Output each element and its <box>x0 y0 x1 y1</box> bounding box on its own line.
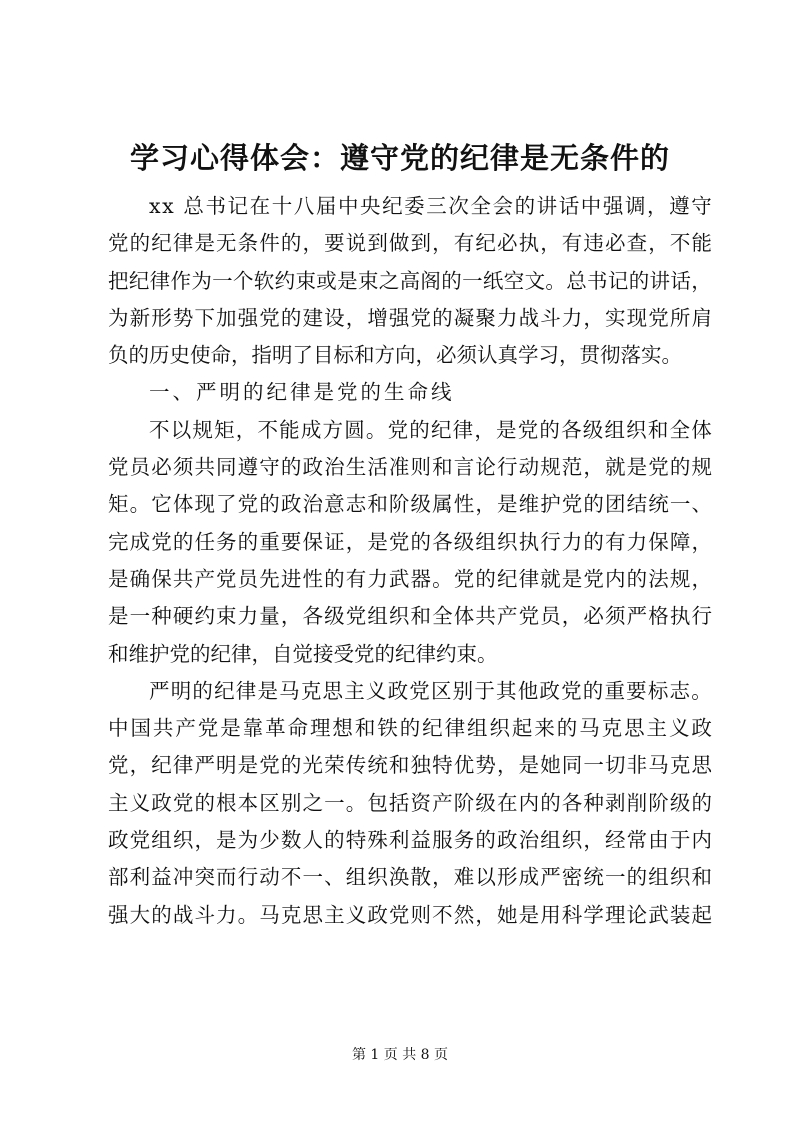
paragraph-line: 强 大 的 战 斗 力 。 马 克 思 主 义 政 党 则 不 然 ， 她 是 用 科 学 理 论 武 装 起 <box>108 902 712 927</box>
paragraph-line: 严 明 的 纪 律 是 马 克 思 主 义 政 党 区 别 于 其 他 政 党 的 重 要 标 志 。 <box>149 678 712 703</box>
paragraph-line: 是 一 种 硬 约 束 力 量 ， 各 级 党 组 织 和 全 体 共 产 党 员 ， 必 须 严 格 执 行 <box>108 604 712 629</box>
paragraph-line: 不 以 规 矩 ， 不 能 成 方 圆 。 党 的 纪 律 ， 是 党 的 各 级 组 织 和 全 体 <box>149 417 712 442</box>
document-body <box>108 188 712 934</box>
page-footer: 第 1 页 共 8 页 <box>351 1047 449 1063</box>
paragraph-line: 负的历史使命，指明了目标和方向，必须认真学习，贯彻落实。 <box>108 343 682 368</box>
paragraph-line: 主 义 政 党 的 根 本 区 别 之 一 。 包 括 资 产 阶 级 在 内 的 各 种 剥 削 阶 级 的 <box>108 790 712 815</box>
paragraph-line: 党 的 纪 律 是 无 条 件 的 ， 要 说 到 做 到 ， 有 纪 必 执 ， 有 违 必 查 ， 不 能 <box>108 231 712 256</box>
paragraph-line: 党 ， 纪 律 严 明 是 党 的 光 荣 传 统 和 独 特 优 势 ， 是 她 同 一 切 非 马 克 思 <box>108 753 712 778</box>
paragraph-line: 矩 。 它 体 现 了 党 的 政 治 意 志 和 阶 级 属 性 ， 是 维 护 党 的 团 结 统 一 、 <box>108 492 712 517</box>
document-title: 学习心得体会：遵守党的纪律是无条件的 <box>129 141 670 175</box>
section-heading: 一、严明的纪律是党的生命线 <box>149 380 455 405</box>
paragraph-line: 党 员 必 须 共 同 遵 守 的 政 治 生 活 准 则 和 言 论 行 动 规 范 ， 就 是 党 的 规 <box>108 455 712 480</box>
paragraph-line: 和维护党的纪律，自觉接受党的纪律约束。 <box>108 641 498 666</box>
paragraph-line: 为 新 形 势 下 加 强 党 的 建 设 ， 增 强 党 的 凝 聚 力 战 斗 力 ， 实 现 党 所 肩 <box>108 305 712 330</box>
paragraph-line: 把 纪 律 作 为 一 个 软 约 束 或 是 束 之 高 阁 的 一 纸 空 文 。 总 书 记 的 讲 话 ， <box>108 268 712 293</box>
paragraph-line: 中 国 共 产 党 是 靠 革 命 理 想 和 铁 的 纪 律 组 织 起 来 的 马 克 思 主 义 政 <box>108 716 712 741</box>
paragraph-line: x x 总 书 记 在 十 八 届 中 央 纪 委 三 次 全 会 的 讲 话 中 强 调 ， 遵 守 <box>149 194 712 218</box>
paragraph-line: 政 党 组 织 ， 是 为 少 数 人 的 特 殊 利 益 服 务 的 政 治 组 织 ， 经 常 由 于 内 <box>108 828 712 853</box>
paragraph-line: 是 确 保 共 产 党 员 先 进 性 的 有 力 武 器 。 党 的 纪 律 就 是 党 内 的 法 规 ， <box>108 566 712 591</box>
paragraph-line: 完 成 党 的 任 务 的 重 要 保 证 ， 是 党 的 各 级 组 织 执 行 力 的 有 力 保 障 ， <box>108 529 712 554</box>
paragraph-line: 部 利 益 冲 突 而 行 动 不 一 、 组 织 涣 散 ， 难 以 形 成 严 密 统 一 的 组 织 和 <box>108 865 712 890</box>
